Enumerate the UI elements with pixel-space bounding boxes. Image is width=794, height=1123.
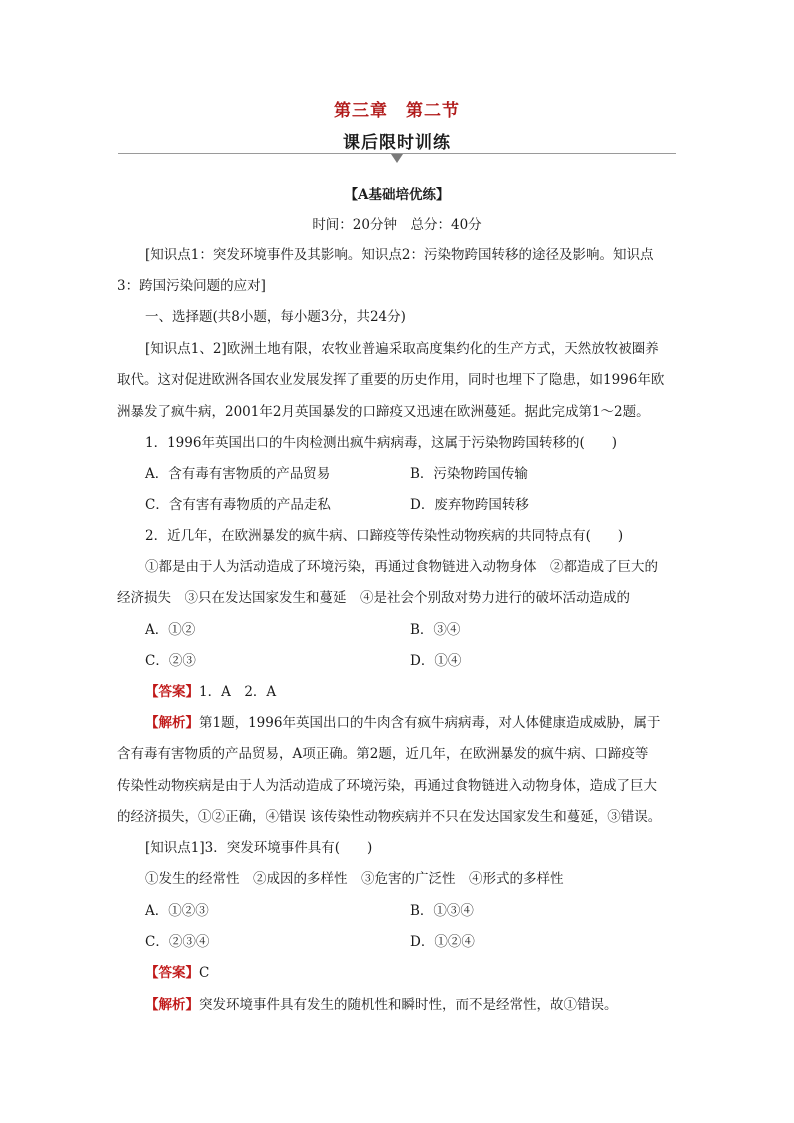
material-line2: 取代。这对促进欧洲各国农业发展发挥了重要的历史作用，同时也埋下了隐患，如1996年欧 xyxy=(117,372,665,388)
analysis-1-line3: 传染性动物疾病是由于人为活动造成了环境污染，再通过食物链进入动物身体，造成了巨大 xyxy=(117,778,657,794)
question-2-option-b: B．③④ xyxy=(410,622,461,638)
question-1-option-d: D．废弃物跨国转移 xyxy=(410,497,529,513)
question-1-option-c: C．含有害有毒物质的产品走私 xyxy=(145,497,331,513)
answer-tag: 【答案】 xyxy=(145,684,199,700)
analysis-text: 突发环境事件具有发生的随机性和瞬时性，而不是经常性，故①错误。 xyxy=(199,997,618,1013)
question-3-option-d: D．①②④ xyxy=(410,934,475,950)
answer-text: C xyxy=(199,965,210,981)
analysis-tag: 【解析】 xyxy=(145,997,199,1013)
question-2-option-d: D．①④ xyxy=(410,653,462,669)
question-3-stem: [知识点1]3．突发环境事件具有( ) xyxy=(145,840,373,856)
question-1-stem: 1．1996年英国出口的牛肉检测出疯牛病病毒，这属于污染物跨国转移的( ) xyxy=(145,435,617,451)
answer-block-1 xyxy=(145,682,677,702)
question-2-statements-line1: ①都是由于人为活动造成了环境污染，再通过食物链进入动物身体 ②都造成了巨大的 xyxy=(145,559,658,575)
analysis-1-line1 xyxy=(145,713,677,733)
answer-tag: 【答案】 xyxy=(145,965,199,981)
knowledge-points-line2: 3：跨国污染问题的应对] xyxy=(117,278,266,294)
analysis-1-line2: 含有毒有害物质的产品贸易，A项正确。第2题，近几年，在欧洲暴发的疯牛病、口蹄疫等 xyxy=(117,746,649,762)
chapter-title: 第三章 第二节 xyxy=(334,101,460,121)
analysis-tag: 【解析】 xyxy=(145,715,199,731)
answer-text: 1．A 2．A xyxy=(199,684,277,700)
question-3-option-a: A．①②③ xyxy=(145,903,209,919)
question-1-option-b: B．污染物跨国传输 xyxy=(410,466,528,482)
knowledge-points-line1: [知识点1：突发环境事件及其影响。知识点2：污染物跨国转移的途径及影响。知识点 xyxy=(145,247,654,263)
question-3-option-b: B．①③④ xyxy=(410,903,474,919)
question-3-statements: ①发生的经常性 ②成因的多样性 ③危害的广泛性 ④形式的多样性 xyxy=(145,871,564,887)
page-subtitle: 课后限时训练 xyxy=(343,133,451,153)
question-3-option-c: C．②③④ xyxy=(145,934,210,950)
material-line3: 洲暴发了疯牛病，2001年2月英国暴发的口蹄疫又迅速在欧洲蔓延。据此完成第1～2题。 xyxy=(117,404,650,420)
time-info: 时间：20分钟 总分：40分 xyxy=(312,217,482,233)
down-triangle-icon xyxy=(391,154,403,163)
question-2-option-a: A．①② xyxy=(145,622,196,638)
part-heading: 一、选择题(共8小题，每小题3分，共24分) xyxy=(145,309,406,325)
question-2-stem: 2．近几年，在欧洲暴发的疯牛病、口蹄疫等传染性动物疾病的共同特点有( ) xyxy=(145,528,624,544)
question-2-statements-line2: 经济损失 ③只在发达国家发生和蔓延 ④是社会个别敌对势力进行的破坏活动造成的 xyxy=(117,590,630,606)
analysis-text: 第1题，1996年英国出口的牛肉含有疯牛病病毒，对人体健康造成威胁，属于 xyxy=(199,715,661,731)
question-2-option-c: C．②③ xyxy=(145,653,196,669)
material-line1: [知识点1、2]欧洲土地有限，农牧业普遍采取高度集约化的生产方式，天然放牧被圈养 xyxy=(145,341,659,357)
analysis-1-line4: 的经济损失，①②正确，④错误 该传染性动物疾病并不只在发达国家发生和蔓延，③错误。 xyxy=(117,809,662,825)
answer-block-3 xyxy=(145,963,677,983)
section-label: 【A基础培优练】 xyxy=(344,187,450,203)
question-1-option-a: A．含有毒有害物质的产品贸易 xyxy=(145,466,331,482)
analysis-3-line1 xyxy=(145,995,677,1015)
